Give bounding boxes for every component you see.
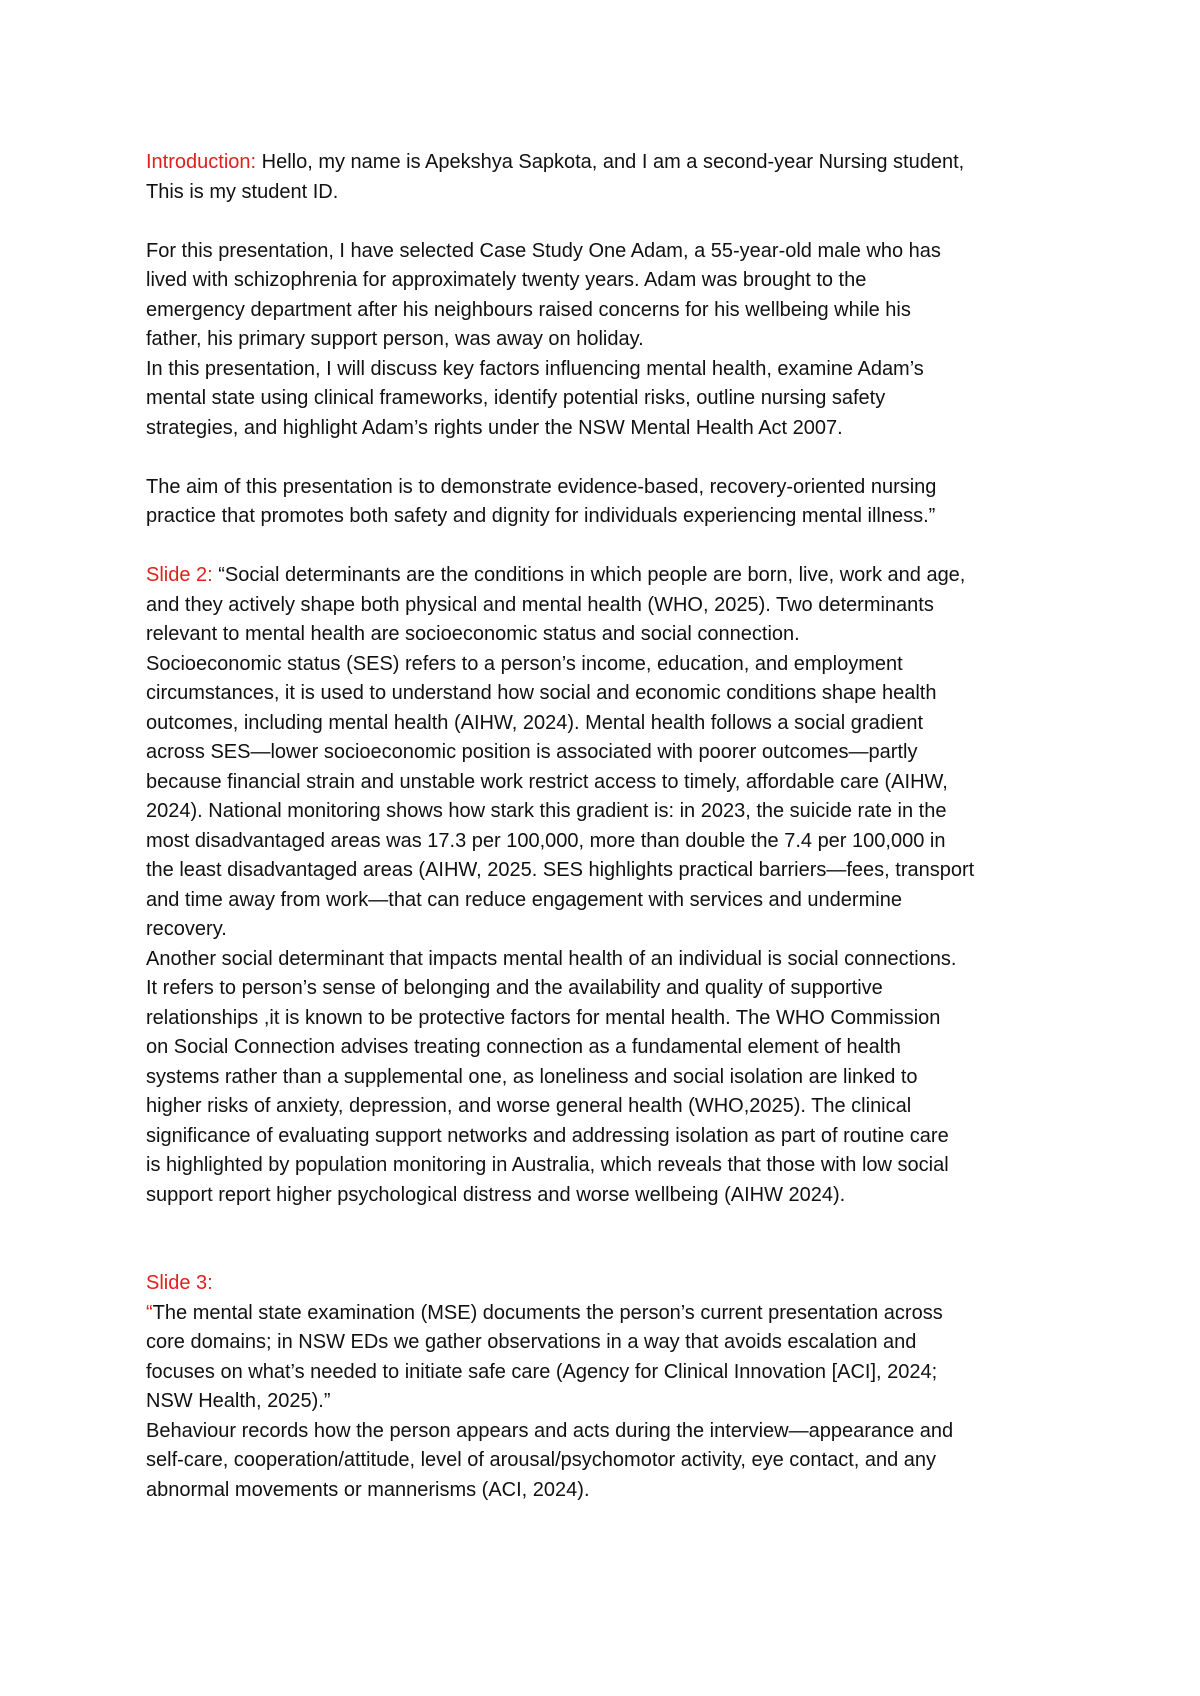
intro-line-2: This is my student ID. xyxy=(146,180,339,203)
text-line: on Social Connection advises treating connection as a fundamental element of health xyxy=(146,1036,901,1058)
slide3-paragraph xyxy=(146,1269,1076,1505)
slide2-line-1-text: “Social determinants are the conditions in which people are born, live, work and age, xyxy=(212,564,966,586)
text-line: and they actively shape both physical and mental health (WHO, 2025). Two determinants xyxy=(146,593,934,616)
text-line: It refers to person’s sense of belonging and the availability and quality of supportive xyxy=(146,977,883,999)
slide3-line-1 xyxy=(146,1299,1076,1329)
text-line: relationships ,it is known to be protective factors for mental health. The WHO Commission xyxy=(146,1006,941,1029)
slide3-line-1-text: The mental state examination (MSE) documents the person’s current presentation across xyxy=(152,1301,943,1324)
text-line: NSW Health, 2025).” xyxy=(146,1390,331,1412)
text-line: higher risks of anxiety, depression, and worse general health (WHO,2025). The clinical xyxy=(146,1095,912,1117)
text-line: 2024). National monitoring shows how stark this gradient is: in 2023, the suicide rate in the xyxy=(146,800,947,822)
paragraph-spacer xyxy=(146,443,1076,473)
text-line: strategies, and highlight Adam’s rights under the NSW Mental Health Act 2007. xyxy=(146,416,843,439)
text-line: and time away from work—that can reduce engagement with services and undermine xyxy=(146,888,902,911)
text-line: Behaviour records how the person appears and acts during the interview—appearance and xyxy=(146,1419,954,1442)
paragraph-spacer xyxy=(146,1210,1076,1269)
intro-heading: Introduction: xyxy=(146,151,257,173)
document-body xyxy=(146,148,1076,1505)
slide2-line-1 xyxy=(146,561,1076,591)
text-line: mental state using clinical frameworks, identify potential risks, outline nursing safety xyxy=(146,387,886,409)
text-line: focuses on what’s needed to initiate safe care (Agency for Clinical Innovation [ACI], 2024; xyxy=(146,1360,938,1383)
text-line: lived with schizophrenia for approximately twenty years. Adam was brought to the xyxy=(146,269,867,291)
slide2-heading: Slide 2: xyxy=(146,564,213,586)
text-line: systems rather than a supplemental one, as loneliness and social isolation are linked to xyxy=(146,1065,918,1088)
text-line: outcomes, including mental health (AIHW, 2024). Mental health follows a social gradient xyxy=(146,711,924,734)
text-line: significance of evaluating support networks and addressing isolation as part of routine care xyxy=(146,1124,949,1147)
text-line: across SES—lower socioeconomic position is associated with poorer outcomes—partly xyxy=(146,741,918,763)
text-line: circumstances, it is used to understand how social and economic conditions shape health xyxy=(146,682,937,704)
text-line: The aim of this presentation is to demonstrate evidence-based, recovery-oriented nursing xyxy=(146,475,937,498)
slide2-paragraph xyxy=(146,561,1076,1210)
text-line: is highlighted by population monitoring in Australia, which reveals that those with low social xyxy=(146,1154,949,1176)
text-line: father, his primary support person, was away on holiday. xyxy=(146,328,644,350)
text-line: support report higher psychological distress and worse wellbeing (AIHW 2024). xyxy=(146,1183,846,1206)
slide3-heading: Slide 3: xyxy=(146,1272,213,1294)
text-line: Socioeconomic status (SES) refers to a person’s income, education, and employment xyxy=(146,652,903,675)
slide3-open-quote: “ xyxy=(146,1301,153,1324)
text-line: For this presentation, I have selected Case Study One Adam, a 55-year-old male who has xyxy=(146,239,941,262)
text-line: practice that promotes both safety and dignity for individuals experiencing mental illness.” xyxy=(146,505,936,527)
text-line: emergency department after his neighbours raised concerns for his wellbeing while his xyxy=(146,298,911,321)
paragraph-spacer xyxy=(146,532,1076,562)
text-line: In this presentation, I will discuss key factors influencing mental health, examine Adam’s xyxy=(146,357,924,380)
text-line: recovery. xyxy=(146,918,227,940)
intro-paragraph xyxy=(146,148,1076,207)
intro-line-1 xyxy=(146,148,1076,178)
intro-line-1-text: Hello, my name is Apekshya Sapkota, and I am a second-year Nursing student, xyxy=(256,151,965,173)
text-line: most disadvantaged areas was 17.3 per 100,000, more than double the 7.4 per 100,000 in xyxy=(146,829,946,852)
text-line: abnormal movements or mannerisms (ACI, 2024). xyxy=(146,1478,590,1501)
text-line: because financial strain and unstable work restrict access to timely, affordable care (AIHW, xyxy=(146,770,948,793)
text-line: Another social determinant that impacts mental health of an individual is social connections. xyxy=(146,947,957,970)
text-line: core domains; in NSW EDs we gather observations in a way that avoids escalation and xyxy=(146,1331,917,1353)
text-line: self-care, cooperation/attitude, level of arousal/psychomotor activity, eye contact, and any xyxy=(146,1449,937,1471)
aim-paragraph xyxy=(146,473,1076,532)
text-line: relevant to mental health are socioeconomic status and social connection. xyxy=(146,623,800,645)
paragraph-spacer xyxy=(146,207,1076,237)
case-paragraph xyxy=(146,237,1076,444)
text-line: the least disadvantaged areas (AIHW, 2025. SES highlights practical barriers—fees, transport xyxy=(146,859,975,881)
